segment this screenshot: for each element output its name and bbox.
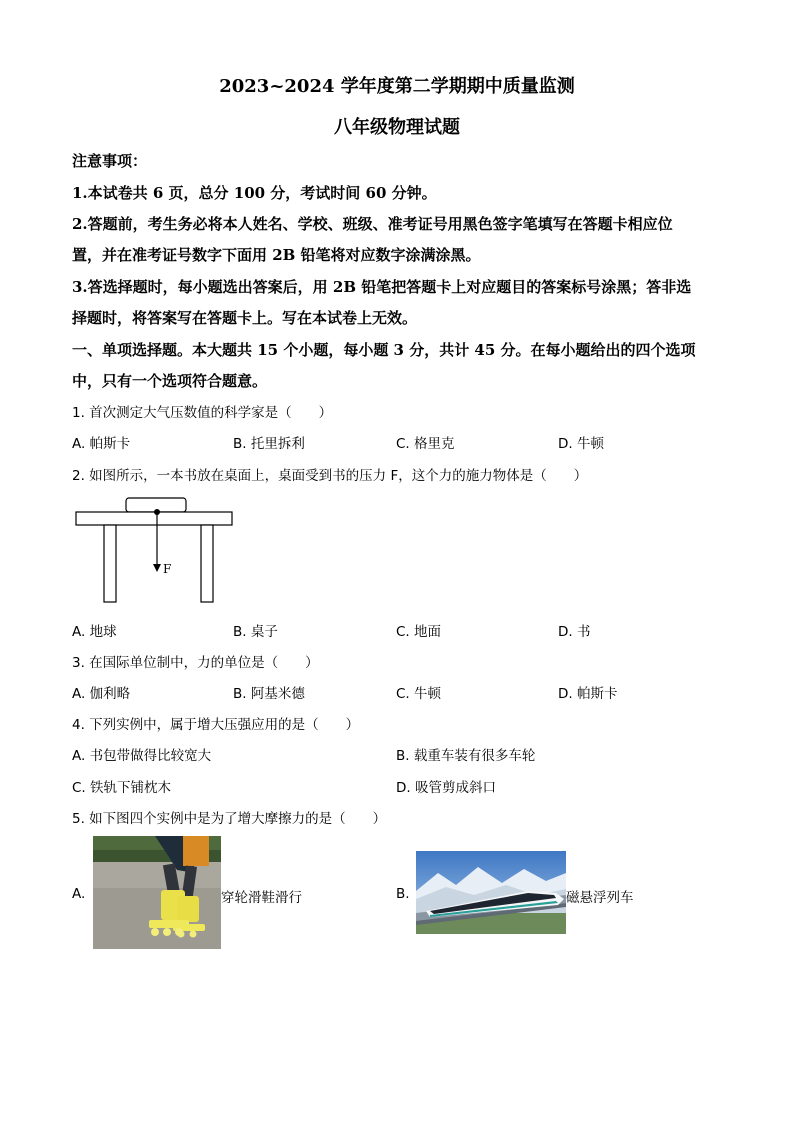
q1-option-a: A. 帕斯卡: [72, 436, 131, 452]
q4-option-b: B. 载重车装有很多车轮: [396, 748, 536, 764]
q1-option-d: D. 牛顿: [558, 436, 604, 452]
q5-option-a-letter: A.: [72, 886, 86, 902]
note-1: 1.本试卷共 6 页，总分 100 分，考试时间 60 分钟。: [72, 184, 437, 202]
question-1: 1. 首次测定大气压数值的科学家是（ ）: [72, 405, 333, 421]
q4-option-d: D. 吸管剪成斜口: [396, 780, 496, 796]
q2-option-b: B. 桌子: [233, 624, 278, 640]
note-2b: 置，并在准考证号数字下面用 2B 铅笔将对应数字涂满涂黑。: [72, 246, 481, 264]
exam-subtitle: 八年级物理试题: [334, 117, 460, 138]
q5-option-b-caption: 磁悬浮列车: [566, 890, 634, 906]
q2-option-c: C. 地面: [396, 624, 442, 640]
q1-option-b: B. 托里拆利: [233, 436, 305, 452]
exam-title: 2023~2024 学年度第二学期期中质量监测: [219, 76, 575, 97]
q2-option-d: D. 书: [558, 624, 591, 640]
maglev-train-photo: [416, 851, 566, 934]
q5-option-b-letter: B.: [396, 886, 410, 902]
q2-option-a: A. 地球: [72, 624, 117, 640]
q3-option-d: D. 帕斯卡: [558, 686, 618, 702]
section-heading-line1: 一、单项选择题。本大题共 15 个小题，每小题 3 分，共计 45 分。在每小题给出的四个选项: [72, 341, 696, 359]
note-3a: 3.答选择题时，每小题选出答案后，用 2B 铅笔把答题卡上对应题目的答案标号涂黑；答非选: [72, 278, 692, 296]
notes-heading: 注意事项：: [72, 152, 148, 170]
section-heading-line2: 中，只有一个选项符合题意。: [72, 372, 268, 390]
note-3b: 择题时，将答案写在答题卡上。写在本试卷上无效。: [72, 309, 418, 327]
question-3: 3. 在国际单位制中，力的单位是（ ）: [72, 655, 319, 671]
q4-option-a: A. 书包带做得比较宽大: [72, 748, 212, 764]
question-5: 5. 如下图四个实例中是为了增大摩擦力的是（ ）: [72, 811, 387, 827]
q3-option-a: A. 伽利略: [72, 686, 131, 702]
q4-option-c: C. 铁轨下铺枕木: [72, 780, 172, 796]
q3-option-b: B. 阿基米德: [233, 686, 305, 702]
q5-option-a-caption: 穿轮滑鞋滑行: [221, 890, 302, 906]
question-4: 4. 下列实例中，属于增大压强应用的是（ ）: [72, 717, 360, 733]
note-2a: 2.答题前，考生务必将本人姓名、学校、班级、准考证号用黑色签字笔填写在答题卡相应位: [72, 215, 673, 233]
roller-skates-photo: [93, 836, 221, 949]
force-label: F: [163, 562, 172, 576]
question-2: 2. 如图所示，一本书放在桌面上，桌面受到书的压力 F，这个力的施力物体是（ ）: [72, 468, 588, 484]
table-with-book-figure: [72, 492, 240, 608]
q1-option-c: C. 格里克: [396, 436, 455, 452]
q3-option-c: C. 牛顿: [396, 686, 442, 702]
